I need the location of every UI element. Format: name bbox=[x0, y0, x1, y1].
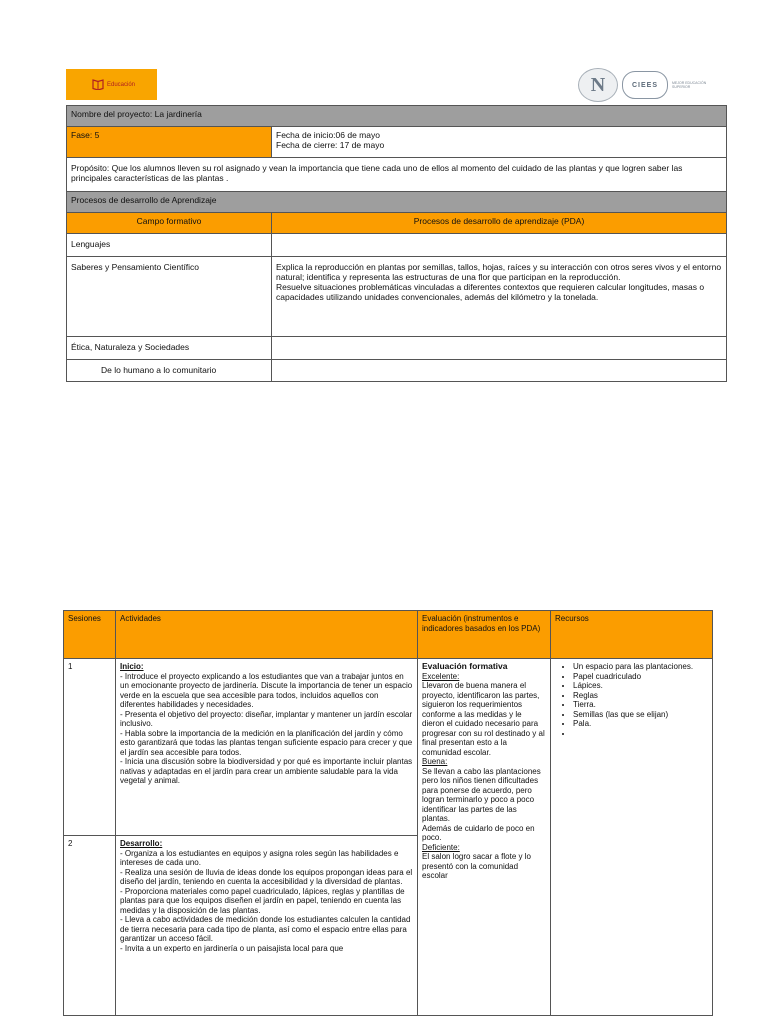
institution-logos bbox=[578, 68, 708, 102]
education-brand-text: Educación bbox=[107, 81, 136, 88]
session-text: - Introduce el proyecto explicando a los estudiantes que van a trabajar juntos en un emocionante proyecto de jardinería. Discute la importancia de tener un espacio verde en la escuela que sea accesible para todos, incluidos aquellos con diferentes habilidades y necesidades. - Presenta el objetivo del proyecto: diseñar, implantar y mantener un jardín escolar inclusivo. - Habla sobre la importancia de la medición en la planificación del jardín y cómo esto garantizará que todas las plantas tengan suficiente espacio para crecer y que el jardín sea accesible para todos. - Inicia una discusión sobre la biodiversidad y por qué es importante incluir plantas nativas y adaptadas en el jardín para crear un ambiente saludable para la vida vegetal y animal. bbox=[120, 671, 413, 785]
resource-item: • Reglas bbox=[573, 691, 708, 701]
buena-label: Buena: bbox=[422, 757, 448, 766]
pda-cell: Explica la reproducción en plantas por semillas, tallos, hojas, raíces y su interacción con otros seres vivos y el entorno natural; identifica y representa las estructuras de una flor que participan en la reproducción. Resuelve situaciones problemáticas vinculadas a diferentes contextos que requieren calcular longitudes, masas o capacidades utilizando unidades convencionales, además del kilómetro y la tonelada. bbox=[272, 257, 727, 337]
university-seal: N bbox=[578, 68, 618, 102]
campo-cell: Lenguajes bbox=[67, 234, 272, 257]
deficiente-text: El salon logro sacar a flote y lo presentó con la comunidad escolar bbox=[422, 852, 531, 880]
resource-item: • Tierra. bbox=[573, 700, 708, 710]
buena-text: Se llevan a cabo las plantaciones pero los niños tienen dificultades para ponerse de acuerdo, pero logran terminarlo y poco a poco identificar las partes de las plantas. Además de cuidarlo de poco en poco. bbox=[422, 766, 541, 842]
session-activities bbox=[116, 836, 418, 1016]
sessions-table bbox=[63, 610, 713, 1016]
ciees-logo: CIEES bbox=[622, 71, 668, 99]
header-actividades: Actividades bbox=[116, 611, 418, 659]
resources-cell bbox=[551, 659, 713, 1016]
start-date: Fecha de inicio:06 de mayo bbox=[276, 130, 380, 140]
book-icon bbox=[92, 79, 104, 90]
resource-item: • Papel cuadriculado bbox=[573, 672, 708, 682]
education-logo bbox=[66, 69, 157, 100]
project-name: Nombre del proyecto: La jardinería bbox=[67, 106, 727, 127]
excelente-text: Llevaron de buena manera el proyecto, identificaron las partes, siguieron los requerimientos conforme a las medidas y le dieron el cuidado necesario para progresar con su rol destinado y al final presentan esto a la comunidad escolar. bbox=[422, 681, 545, 757]
evaluation-cell bbox=[418, 659, 551, 1016]
pda-cell bbox=[272, 360, 727, 382]
session-title: Inicio: bbox=[120, 662, 144, 671]
campo-cell: Saberes y Pensamiento Científico bbox=[67, 257, 272, 337]
header-sesiones: Sesiones bbox=[64, 611, 116, 659]
resource-item: • Lápices. bbox=[573, 681, 708, 691]
resources-list bbox=[555, 662, 708, 738]
resource-item bbox=[573, 729, 708, 739]
header-recursos: Recursos bbox=[551, 611, 713, 659]
end-date: Fecha de cierre: 17 de mayo bbox=[276, 140, 385, 150]
resource-item: • Semillas (las que se elijan) bbox=[573, 710, 708, 720]
campo-cell: De lo humano a lo comunitario bbox=[67, 360, 272, 382]
pda-cell bbox=[272, 234, 727, 257]
project-dates bbox=[272, 127, 727, 158]
project-phase: Fase: 5 bbox=[67, 127, 272, 158]
project-table bbox=[66, 105, 727, 382]
session-number: 2 bbox=[64, 836, 116, 1016]
session-title: Desarrollo: bbox=[120, 839, 163, 848]
pda-cell bbox=[272, 337, 727, 360]
session-activities bbox=[116, 659, 418, 836]
resource-item: • Un espacio para las plantaciones. bbox=[573, 662, 708, 672]
project-purpose: Propósito: Que los alumnos lleven su rol asignado y vean la importancia que tiene cada uno de ellos al momento del cuidado de las plantas y que logren saber las principales características de las plantas . bbox=[67, 158, 727, 192]
session-text: - Organiza a los estudiantes en equipos y asigna roles según las habilidades e intereses de cada uno. - Realiza una sesión de lluvia de ideas donde los equipos propongan ideas para el diseño del jardín, teniendo en cuenta la accesibilidad y la diversidad de plantas. - Proporciona materiales como papel cuadriculado, lápices, reglas y plantillas de plantas para que los equipos diseñen el jardín en papel, teniendo en cuenta las medidas y la disposición de las plantas. - Lleva a cabo actividades de medición donde los estudiantes calculen la cantidad de tierra necesaria para cada tipo de planta, así como el espacio entre ellas para garantizar un acceso fácil. - Invita a un experto en jardinería o un paisajista local para que bbox=[120, 848, 413, 953]
resource-item: • Pala. bbox=[573, 719, 708, 729]
session-number: 1 bbox=[64, 659, 116, 836]
col-header-campo: Campo formativo bbox=[67, 213, 272, 234]
campo-cell: Ética, Naturaleza y Sociedades bbox=[67, 337, 272, 360]
header-evaluacion: Evaluación (instrumentos e indicadores basados en los PDA) bbox=[418, 611, 551, 659]
excelente-label: Excelente: bbox=[422, 671, 460, 681]
col-header-pda: Procesos de desarrollo de aprendizaje (PDA) bbox=[272, 213, 727, 234]
evaluation-title: Evaluación formativa bbox=[422, 661, 508, 671]
section-title: Procesos de desarrollo de Aprendizaje bbox=[67, 192, 727, 213]
deficiente-label: Deficiente: bbox=[422, 842, 460, 852]
ciees-tagline: MEJOR EDUCACIÓN SUPERIOR bbox=[672, 80, 707, 89]
